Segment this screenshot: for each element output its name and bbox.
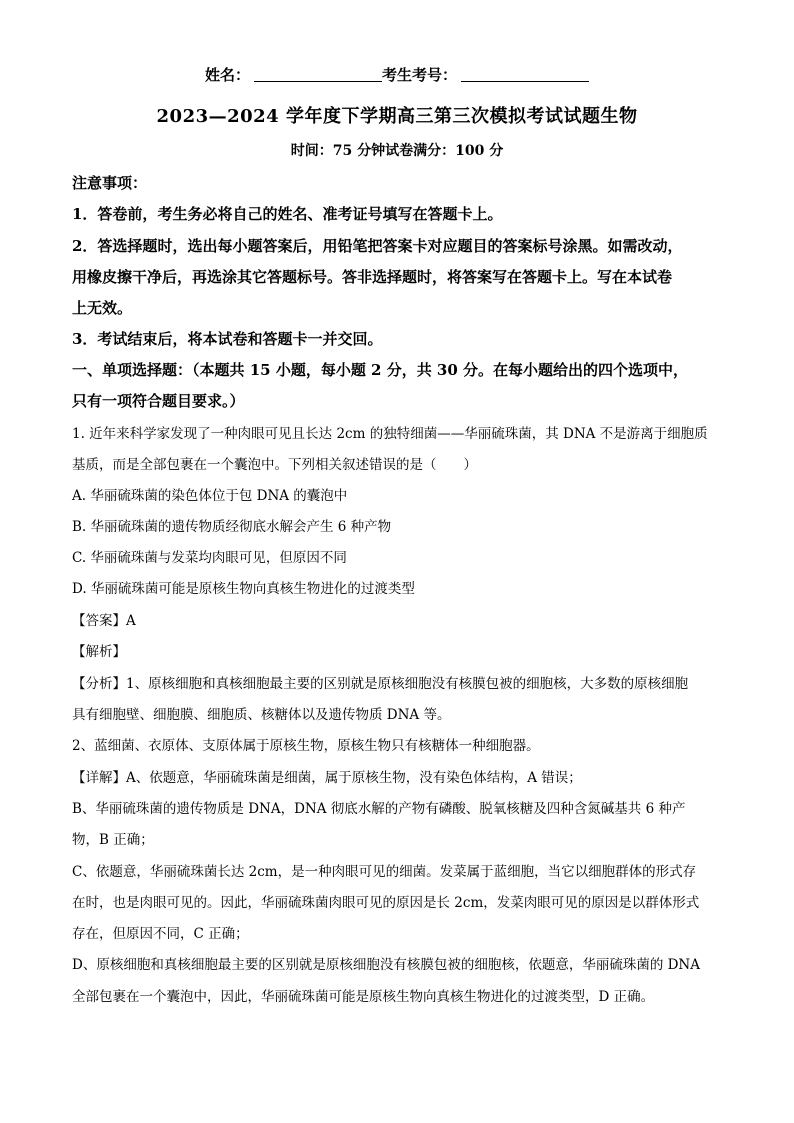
question-1-analysis-label: 【解析】 <box>72 644 126 660</box>
question-1-option-a: A. 华丽硫珠菌的染色体位于包 DNA 的囊泡中 <box>72 488 348 504</box>
question-1-fenxi-line-2: 具有细胞壁、细胞膜、细胞质、核糖体以及遗传物质 DNA 等。 <box>72 707 451 723</box>
question-1-fenxi-line-3: 2、蓝细菌、衣原体、支原体属于原核生物，原核生物只有核糖体一种细胞器。 <box>72 738 540 754</box>
question-1-detail-c-line-1: C、依题意，华丽硫珠菌长达 2cm，是一种肉眼可见的细菌。发菜属于蓝细胞，当它以细胞群体的形式存 <box>72 864 697 880</box>
question-1-option-b: B. 华丽硫珠菌的遗传物质经彻底水解会产生 6 种产物 <box>72 519 392 535</box>
notice-item-2-line-2: 用橡皮擦干净后，再选涂其它答题标号。答非选择题时，将答案写在答题卡上。写在本试卷 <box>72 268 673 286</box>
question-1-detail-c-line-2: 在时，也是肉眼可见的。因此，华丽硫珠菌肉眼可见的原因是长 2cm，发菜肉眼可见的原因是以群体形式 <box>72 895 700 911</box>
notice-heading: 注意事项： <box>72 174 148 192</box>
question-1-fenxi-line-1: 【分析】1、原核细胞和真核细胞最主要的区别就是原核细胞没有核膜包被的细胞核，大多数的原核细胞 <box>72 676 689 692</box>
name-label: 姓名： <box>204 66 250 84</box>
question-1-detail-a: 【详解】A、依题意，华丽硫珠菌是细菌，属于原核生物，没有染色体结构，A 错误； <box>72 770 582 786</box>
question-1-option-c: C. 华丽硫珠菌与发菜均肉眼可见，但原因不同 <box>72 550 347 566</box>
question-1-detail-d-line-1: D、原核细胞和真核细胞最主要的区别就是原核细胞没有核膜包被的细胞核，依题意，华丽硫珠菌的 DNA <box>72 957 700 973</box>
question-1-answer: 【答案】A <box>72 613 136 629</box>
exam-time-and-score: 时间：75 分钟试卷满分：100 分 <box>290 143 504 159</box>
question-1-detail-c-line-3: 存在，但原因不同，C 正确； <box>72 926 249 942</box>
question-1-option-d: D. 华丽硫珠菌可能是原核生物向真核生物进化的过渡类型 <box>72 581 415 597</box>
question-1-stem-line-2: 基质，而是全部包裹在一个囊泡中。下列相关叙述错误的是（ ） <box>72 457 477 473</box>
page-title: 2023—2024 学年度下学期高三第三次模拟考试试题生物 <box>156 106 638 127</box>
student-info-header <box>0 64 794 85</box>
exam-id-blank <box>461 66 589 82</box>
section-heading-line-2: 只有一项符合题目要求。） <box>72 392 245 410</box>
notice-item-2-line-1: 2．答选择题时，选出每小题答案后，用铅笔把答案卡对应题目的答案标号涂黑。如需改动， <box>72 237 683 255</box>
notice-item-3: 3．考试结束后，将本试卷和答题卡一并交回。 <box>72 330 383 348</box>
question-1-detail-d-line-2: 全部包裹在一个囊泡中，因此，华丽硫珠菌可能是原核生物向真核生物进化的过渡类型，D 正确。 <box>72 989 655 1005</box>
notice-item-1: 1．答卷前，考生务必将自己的姓名、准考证号填写在答题卡上。 <box>72 205 503 223</box>
section-heading-line-1: 一、单项选择题：（本题共 15 小题，每小题 2 分，共 30 分。在每小题给出的四个选项中， <box>72 361 689 379</box>
question-1-detail-b-line-2: 物，B 正确； <box>72 832 154 848</box>
exam-id-label: 考生考号： <box>382 66 458 84</box>
name-blank <box>254 66 382 82</box>
question-1-detail-b-line-1: B、华丽硫珠菌的遗传物质是 DNA，DNA 彻底水解的产物有磷酸、脱氧核糖及四种含氮碱基共 6 种产 <box>72 801 686 817</box>
notice-item-2-line-3: 上无效。 <box>72 299 133 317</box>
question-1-stem-line-1: 1. 近年来科学家发现了一种肉眼可见且长达 2cm 的独特细菌——华丽硫珠菌，其 DNA 不是游离于细胞质 <box>72 426 708 442</box>
